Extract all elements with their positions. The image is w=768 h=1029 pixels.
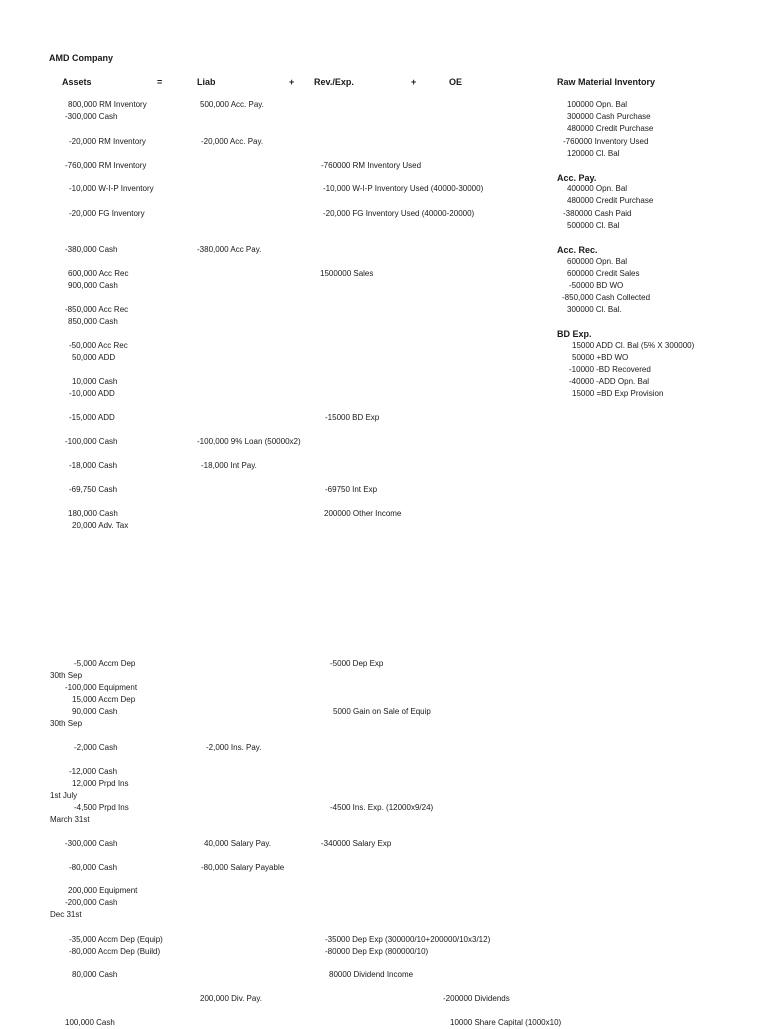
- assets-entry: -35,000 Accm Dep (Equip): [69, 935, 163, 944]
- header-rev-exp: Rev./Exp.: [314, 77, 354, 87]
- assets-entry: -2,000 Cash: [74, 743, 118, 752]
- acc-pay-ledger-line: 400000 Opn. Bal: [567, 184, 628, 193]
- assets-entry: 100,000 Cash: [65, 1018, 115, 1027]
- assets-entry: -69,750 Cash: [69, 485, 118, 494]
- header-raw-material-inventory: Raw Material Inventory: [557, 77, 656, 87]
- assets-entry: 800,000 RM Inventory: [68, 100, 147, 109]
- assets-entry: -10,000 ADD: [69, 389, 115, 398]
- revexp-entry: -80000 Dep Exp (800000/10): [325, 947, 429, 956]
- assets-entry: -200,000 Cash: [65, 898, 118, 907]
- rmi-ledger-line: -760000 Inventory Used: [563, 137, 649, 146]
- rmi-ledger-line: 120000 Cl. Bal: [567, 149, 620, 158]
- revexp-entry: 200000 Other Income: [324, 509, 402, 518]
- assets-entry: -300,000 Cash: [65, 839, 118, 848]
- assets-entry: -4,500 Prpd Ins: [74, 803, 129, 812]
- rmi-ledger-line: 300000 Cash Purchase: [567, 112, 651, 121]
- revexp-entry: -20,000 FG Inventory Used (40000-20000): [323, 209, 475, 218]
- acc-rec-ledger-line: 300000 Cl. Bal.: [567, 305, 622, 314]
- header-assets: Assets: [62, 77, 92, 87]
- assets-entry: 900,000 Cash: [68, 281, 118, 290]
- assets-entry: -15,000 ADD: [69, 413, 115, 422]
- assets-entry: -5,000 Accm Dep: [74, 659, 136, 668]
- oe-entry: 10000 Share Capital (1000x10): [450, 1018, 562, 1027]
- bd-exp-title: BD Exp.: [557, 329, 592, 339]
- header-oe: OE: [449, 77, 463, 87]
- acc-rec-title: Acc. Rec.: [557, 245, 598, 255]
- assets-entry: -100,000 Equipment: [65, 683, 138, 692]
- revexp-entry: -4500 Ins. Exp. (12000x9/24): [330, 803, 434, 812]
- revexp-entry: 5000 Gain on Sale of Equip: [333, 707, 431, 716]
- assets-entry: 90,000 Cash: [72, 707, 118, 716]
- rmi-ledger-line: 100000 Opn. Bal: [567, 100, 628, 109]
- revexp-entry: 1500000 Sales: [320, 269, 374, 278]
- acc-rec-ledger-line: -50000 BD WO: [569, 281, 624, 290]
- bd-exp-ledger-line: -10000 -BD Recovered: [569, 365, 651, 374]
- header-equals: =: [157, 77, 163, 87]
- assets-entry: 10,000 Cash: [72, 377, 118, 386]
- acc-pay-ledger-line: -380000 Cash Paid: [563, 209, 632, 218]
- date-label: Dec 31st: [50, 910, 82, 919]
- assets-entry: -300,000 Cash: [65, 112, 118, 121]
- header-liab: Liab: [197, 77, 216, 87]
- assets-entry: -100,000 Cash: [65, 437, 118, 446]
- date-label: March 31st: [50, 815, 90, 824]
- revexp-entry: -15000 BD Exp: [325, 413, 380, 422]
- assets-entry: 600,000 Acc Rec: [68, 269, 129, 278]
- revexp-entry: -760000 RM Inventory Used: [321, 161, 422, 170]
- acc-rec-ledger-line: -850,000 Cash Collected: [562, 293, 651, 302]
- assets-entry: 50,000 ADD: [72, 353, 116, 362]
- assets-entry: 200,000 Equipment: [68, 886, 138, 895]
- acc-pay-ledger-line: 480000 Credit Purchase: [567, 196, 654, 205]
- assets-entry: -20,000 RM Inventory: [69, 137, 146, 146]
- liab-entry: -380,000 Acc Pay.: [197, 245, 262, 254]
- liab-entry: -18,000 Int Pay.: [201, 461, 257, 470]
- revexp-entry: -5000 Dep Exp: [330, 659, 384, 668]
- assets-entry: 850,000 Cash: [68, 317, 118, 326]
- assets-entry: -20,000 FG Inventory: [69, 209, 145, 218]
- bd-exp-ledger-line: 50000 +BD WO: [572, 353, 629, 362]
- liab-entry: -2,000 Ins. Pay.: [206, 743, 262, 752]
- liab-entry: 200,000 Div. Pay.: [200, 994, 262, 1003]
- assets-entry: -380,000 Cash: [65, 245, 118, 254]
- revexp-entry: -69750 Int Exp: [325, 485, 378, 494]
- assets-entry: -10,000 W-I-P Inventory: [69, 184, 154, 193]
- bd-exp-ledger-line: 15000 ADD Cl. Bal (5% X 300000): [572, 341, 695, 350]
- acc-rec-ledger-line: 600000 Credit Sales: [567, 269, 640, 278]
- assets-entry: -760,000 RM Inventory: [65, 161, 147, 170]
- assets-entry: -12,000 Cash: [69, 767, 118, 776]
- assets-entry: -80,000 Accm Dep (Build): [69, 947, 161, 956]
- oe-entry: -200000 Dividends: [443, 994, 510, 1003]
- assets-entry: -18,000 Cash: [69, 461, 118, 470]
- header-plus-1: +: [289, 77, 295, 87]
- assets-entry: -850,000 Acc Rec: [65, 305, 129, 314]
- revexp-entry: 80000 Dividend Income: [329, 970, 414, 979]
- bd-exp-ledger-line: 15000 =BD Exp Provision: [572, 389, 664, 398]
- date-label: 30th Sep: [50, 719, 83, 728]
- assets-entry: 15,000 Accm Dep: [72, 695, 136, 704]
- revexp-entry: -340000 Salary Exp: [321, 839, 392, 848]
- assets-entry: 180,000 Cash: [68, 509, 118, 518]
- page-title: AMD Company: [49, 53, 114, 63]
- acc-rec-ledger-line: 600000 Opn. Bal: [567, 257, 628, 266]
- assets-entry: 12,000 Prpd Ins: [72, 779, 129, 788]
- liab-entry: -100,000 9% Loan (50000x2): [197, 437, 301, 446]
- header-plus-2: +: [411, 77, 417, 87]
- date-label: 30th Sep: [50, 671, 83, 680]
- assets-entry: -50,000 Acc Rec: [69, 341, 128, 350]
- acc-pay-title: Acc. Pay.: [557, 173, 597, 183]
- assets-entry: -80,000 Cash: [69, 863, 118, 872]
- liab-entry: -80,000 Salary Payable: [201, 863, 285, 872]
- assets-entry: 20,000 Adv. Tax: [72, 521, 129, 530]
- liab-entry: 500,000 Acc. Pay.: [200, 100, 264, 109]
- liab-entry: -20,000 Acc. Pay.: [201, 137, 264, 146]
- date-label: 1st July: [50, 791, 78, 800]
- revexp-entry: -10,000 W-I-P Inventory Used (40000-30000): [323, 184, 484, 193]
- assets-entry: 80,000 Cash: [72, 970, 118, 979]
- acc-pay-ledger-line: 500000 Cl. Bal: [567, 221, 620, 230]
- revexp-entry: -35000 Dep Exp (300000/10+200000/10x3/12): [325, 935, 491, 944]
- liab-entry: 40,000 Salary Pay.: [204, 839, 272, 848]
- bd-exp-ledger-line: -40000 -ADD Opn. Bal: [569, 377, 650, 386]
- rmi-ledger-line: 480000 Credit Purchase: [567, 124, 654, 133]
